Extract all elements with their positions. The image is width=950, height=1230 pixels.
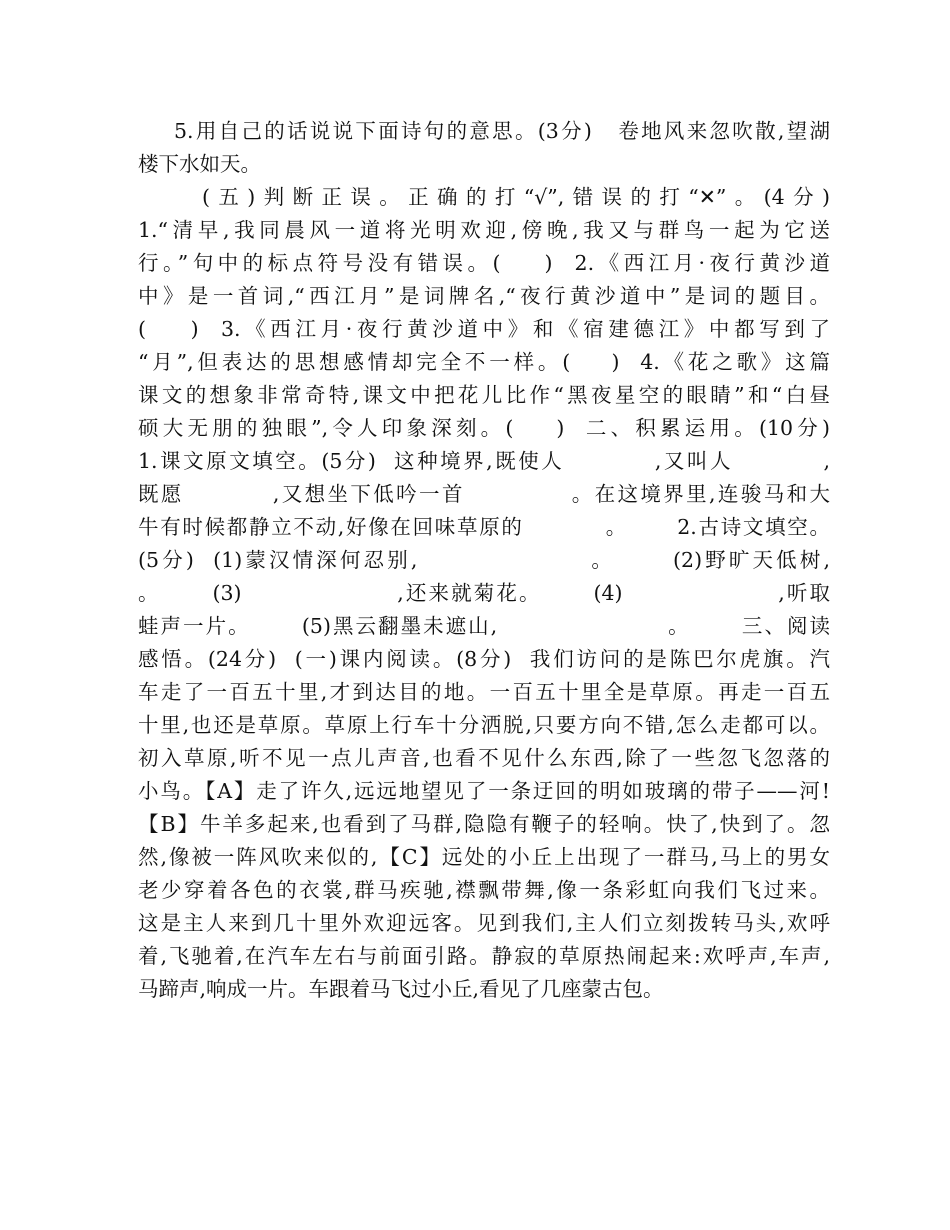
text-line: “月”,但表达的思想感情却完全不一样。( ) 4.《花之歌》这篇 — [138, 350, 830, 374]
text-line: 这是主人来到几十里外欢迎远客。见到我们,主人们立刻拨转马头,欢呼 — [138, 911, 830, 935]
text-line: 着,飞驰着,在汽车左右与前面引路。静寂的草原热闹起来:欢呼声,车声, — [138, 944, 830, 968]
text-line: (5分) (1)蒙汉情深何忍别, 。 (2)野旷天低树, — [138, 548, 830, 572]
text-line: 楼下水如天。 — [138, 152, 261, 176]
text-line: 5.用自己的话说说下面诗句的意思。(3分) 卷地风来忽吹散,望湖 — [174, 119, 830, 143]
text-line: 蛙声一片。 (5)黑云翻墨未遮山, 。 三、阅读 — [138, 614, 830, 638]
text-line: 小鸟。【A】走了许久,远远地望见了一条迂回的明如玻璃的带子——河! — [138, 779, 830, 803]
text-line: 初入草原,听不见一点儿声音,也看不见什么东西,除了一些忽飞忽落的 — [138, 746, 830, 770]
text-line: ( ) 3.《西江月·夜行黄沙道中》和《宿建德江》中都写到了 — [138, 317, 830, 341]
text-line: 马蹄声,响成一片。车跟着马飞过小丘,看见了几座蒙古包。 — [138, 977, 664, 1001]
text-line: 中》是一首词,“西江月”是词牌名,“夜行黄沙道中”是词的题目。 — [138, 284, 830, 308]
text-line: 牛有时候都静立不动,好像在回味草原的 。 2.古诗文填空。 — [138, 515, 830, 539]
text-line: 十里,也还是草原。草原上行车十分洒脱,只要方向不错,怎么走都可以。 — [138, 713, 830, 737]
text-line: 老少穿着各色的衣裳,群马疾驰,襟飘带舞,像一条彩虹向我们飞过来。 — [138, 878, 830, 902]
text-line: 1.“清早,我同晨风一道将光明欢迎,傍晚,我又与群鸟一起为它送 — [138, 218, 830, 242]
text-line: 然,像被一阵风吹来似的,【C】远处的小丘上出现了一群马,马上的男女 — [138, 845, 830, 869]
text-line: 课文的想象非常奇特,课文中把花儿比作“黑夜星空的眼睛”和“白昼 — [138, 383, 830, 407]
text-line: 行。”句中的标点符号没有错误。( ) 2.《西江月·夜行黄沙道 — [138, 251, 830, 275]
section-heading: (五)判断正误。正确的打“√”,错误的打“✕”。(4分) — [202, 185, 830, 209]
text-line: 既愿 ,又想坐下低吟一首 。在这境界里,连骏马和大 — [138, 482, 830, 506]
text-line: 车走了一百五十里,才到达目的地。一百五十里全是草原。再走一百五 — [138, 680, 830, 704]
text-line: 【B】牛羊多起来,也看到了马群,隐隐有鞭子的轻响。快了,快到了。忽 — [138, 812, 830, 836]
text-line: 感悟。(24分) (一)课内阅读。(8分) 我们访问的是陈巴尔虎旗。汽 — [138, 647, 830, 671]
text-line: 。 (3) ,还来就菊花。 (4) ,听取 — [138, 581, 830, 605]
text-line: 1.课文原文填空。(5分) 这种境界,既使人 ,又叫人 , — [138, 449, 830, 473]
text-line: 硕大无朋的独眼”,令人印象深刻。( ) 二、积累运用。(10分) — [138, 416, 830, 440]
document-page — [138, 115, 830, 1006]
